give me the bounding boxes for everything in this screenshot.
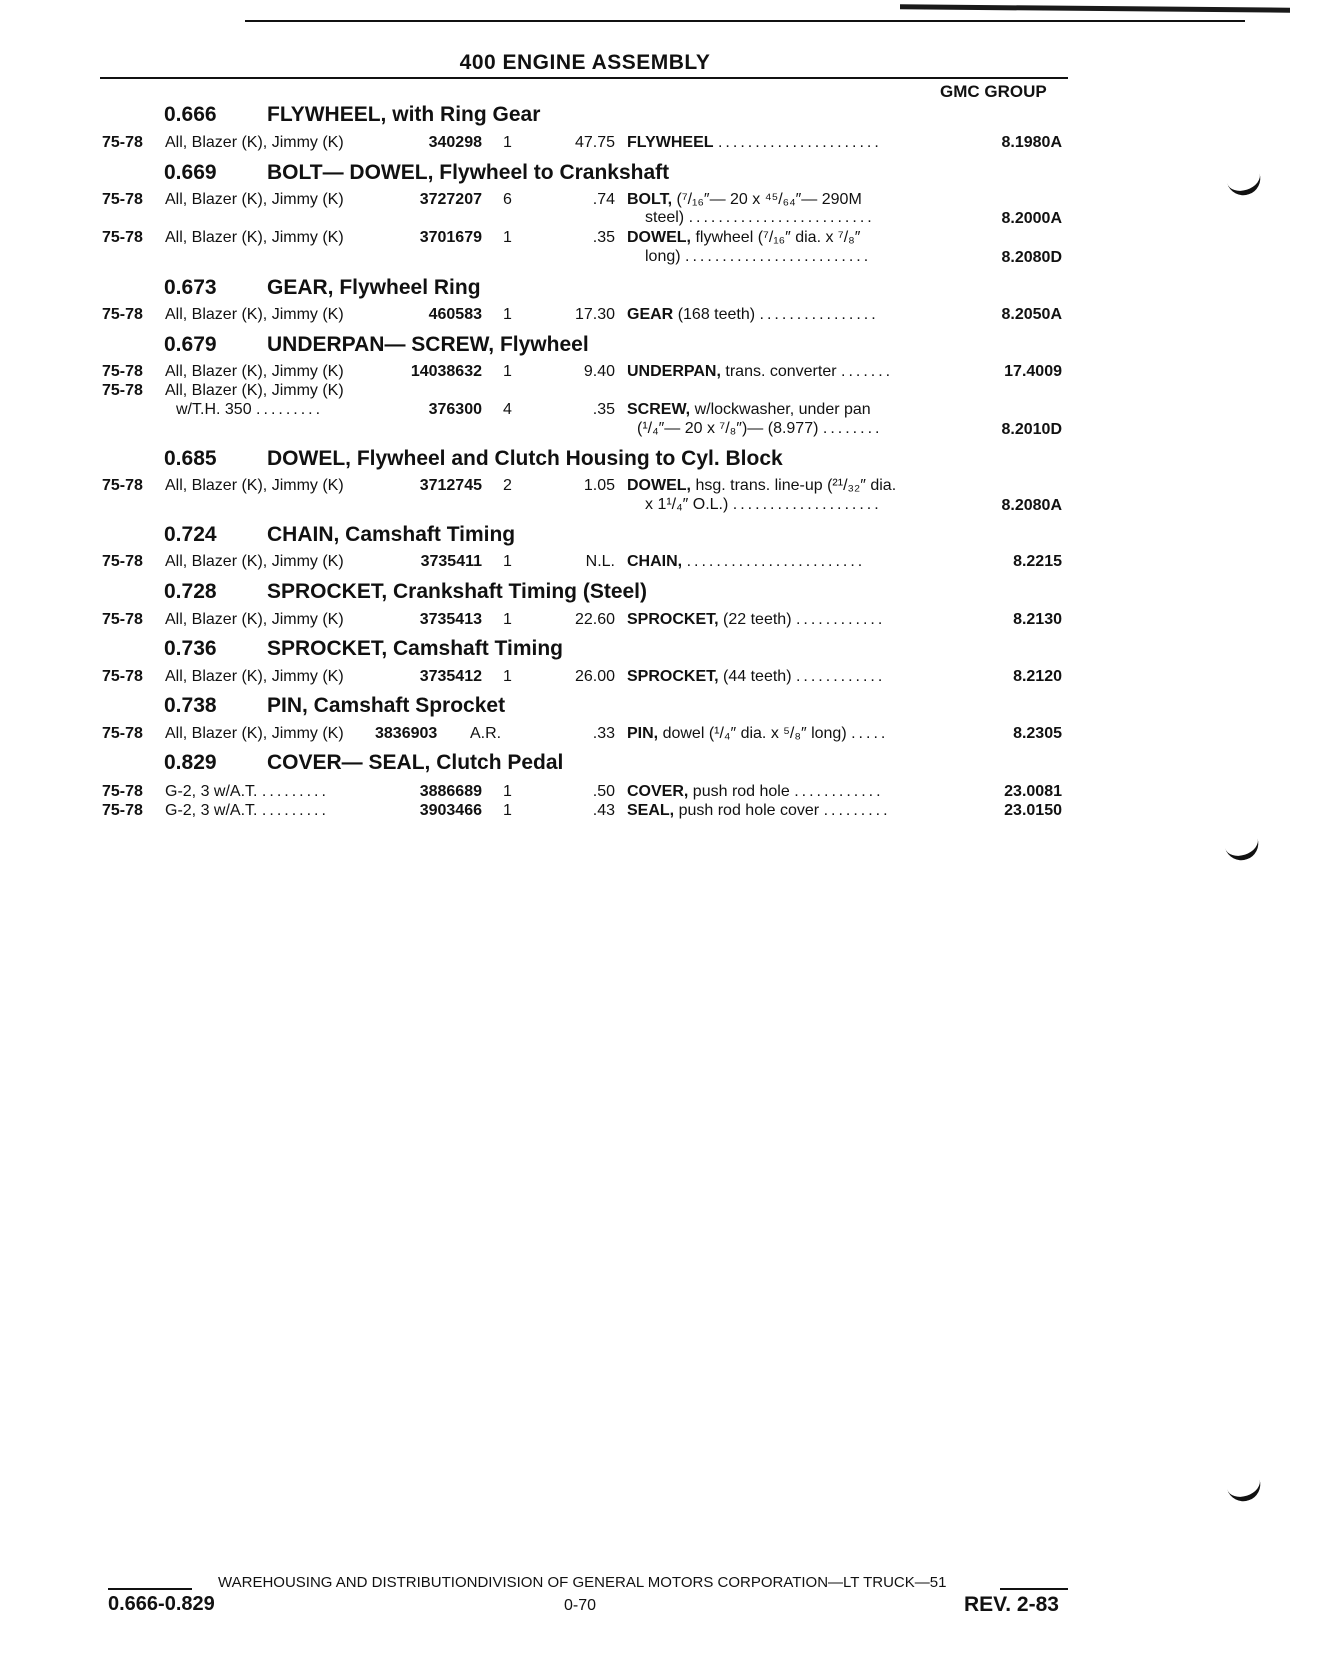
description xyxy=(627,553,865,571)
quantity: 1 xyxy=(503,783,512,800)
section-title: FLYWHEEL, with Ring Gear xyxy=(267,103,541,126)
part-name: CHAIN, xyxy=(627,553,683,570)
part-number: 3735412 xyxy=(419,668,482,685)
part-number: 3886689 xyxy=(419,783,482,800)
check-mark-icon xyxy=(1225,167,1264,199)
top-edge-band xyxy=(900,4,1290,12)
quantity: 1 xyxy=(503,553,512,570)
description xyxy=(627,783,884,801)
section-number: 0.673 xyxy=(164,276,217,299)
quantity: 1 xyxy=(503,306,512,323)
application-text: w/T.H. 350 xyxy=(176,401,252,418)
footer-rule-left xyxy=(108,1588,192,1590)
part-name: SPROCKET, xyxy=(627,611,719,628)
section-title: CHAIN, Camshaft Timing xyxy=(267,523,516,546)
leader-dots: ......... xyxy=(823,802,891,819)
year-range: 75-78 xyxy=(102,306,143,323)
title-rule xyxy=(100,77,1068,79)
part-name: SEAL, xyxy=(627,802,675,819)
section-heading xyxy=(164,103,540,127)
group-number: 8.2080D xyxy=(1001,249,1062,266)
year-range: 75-78 xyxy=(102,725,143,742)
group-number: 8.2080A xyxy=(1001,497,1062,514)
part-name: GEAR xyxy=(627,306,674,323)
leader-dots: ................ xyxy=(759,306,879,323)
description-text: flywheel (⁷/₁₆″ dia. x ⁷/₈″ xyxy=(695,229,861,246)
leader-dots: ........ xyxy=(822,420,883,437)
price: 9.40 xyxy=(583,363,615,380)
section-heading xyxy=(164,276,481,300)
group-number: 8.2050A xyxy=(1001,306,1062,323)
year-range: 75-78 xyxy=(102,553,143,570)
leader-dots: ......... xyxy=(261,783,329,800)
quantity: 1 xyxy=(503,668,512,685)
description-text: (¹/₄″— 20 x ⁷/₈″)— (8.977) xyxy=(637,420,819,437)
description xyxy=(627,802,891,820)
price: .33 xyxy=(592,725,615,742)
description-text: w/lockwasher, under pan xyxy=(694,401,871,418)
section-heading xyxy=(164,580,647,604)
description xyxy=(627,306,879,324)
year-range: 75-78 xyxy=(102,783,143,800)
description xyxy=(627,229,860,247)
group-number: 23.0081 xyxy=(1004,783,1062,800)
application: All, Blazer (K), Jimmy (K) xyxy=(165,477,344,494)
part-name: SPROCKET, xyxy=(627,668,719,685)
price: .35 xyxy=(592,229,615,246)
application: All, Blazer (K), Jimmy (K) xyxy=(165,134,344,151)
check-mark-icon xyxy=(1223,832,1262,864)
description-text: long) xyxy=(645,248,681,265)
part-name: BOLT, xyxy=(627,191,673,208)
section-title: COVER— SEAL, Clutch Pedal xyxy=(267,751,564,774)
application: All, Blazer (K), Jimmy (K) xyxy=(165,553,344,570)
description xyxy=(627,191,862,209)
application: All, Blazer (K), Jimmy (K) xyxy=(165,363,344,380)
part-name: FLYWHEEL xyxy=(627,134,714,151)
section-number: 0.738 xyxy=(164,694,217,717)
quantity: 1 xyxy=(503,363,512,380)
price: N.L. xyxy=(585,553,615,570)
description xyxy=(627,611,885,629)
description-continued xyxy=(645,248,871,266)
leader-dots: ............ xyxy=(794,783,884,800)
section-heading xyxy=(164,333,589,357)
price: 22.60 xyxy=(574,611,615,628)
price: .50 xyxy=(592,783,615,800)
price: 1.05 xyxy=(583,477,615,494)
part-number: 3903466 xyxy=(419,802,482,819)
part-number: 3836903 xyxy=(375,725,438,742)
part-number: 14038632 xyxy=(410,363,482,380)
description-text: (⁷/₁₆″— 20 x ⁴⁵/₆₄″— 290M xyxy=(676,191,862,208)
application: All, Blazer (K), Jimmy (K) xyxy=(165,382,344,399)
description xyxy=(627,725,888,743)
description-text: trans. converter xyxy=(725,363,837,380)
group-number: 23.0150 xyxy=(1004,802,1062,819)
leader-dots: ..... xyxy=(851,725,889,742)
description xyxy=(627,401,871,419)
year-range: 75-78 xyxy=(102,611,143,628)
description xyxy=(627,477,896,495)
application: All, Blazer (K), Jimmy (K) xyxy=(165,306,344,323)
price: 17.30 xyxy=(574,306,615,323)
group-number: 8.2000A xyxy=(1001,210,1062,227)
application-text: G-2, 3 w/A.T. xyxy=(165,783,258,800)
section-heading xyxy=(164,523,515,547)
description-text: dowel (¹/₄″ dia. x ⁵/₈″ long) xyxy=(662,725,847,742)
section-number: 0.679 xyxy=(164,333,217,356)
section-title: PIN, Camshaft Sprocket xyxy=(267,694,506,717)
part-number: 460583 xyxy=(428,306,482,323)
description-continued xyxy=(645,496,882,514)
group-column-header: GMC GROUP xyxy=(940,82,1047,101)
part-number: 340298 xyxy=(428,134,482,151)
application: All, Blazer (K), Jimmy (K) xyxy=(165,191,344,208)
application xyxy=(165,783,329,801)
quantity: 6 xyxy=(503,191,512,208)
section-title: SPROCKET, Crankshaft Timing (Steel) xyxy=(267,580,648,603)
section-number: 0.728 xyxy=(164,580,217,603)
leader-dots: ...................... xyxy=(717,134,882,151)
part-name: DOWEL, xyxy=(627,229,691,246)
description-text: steel) xyxy=(645,209,685,226)
part-number: 3727207 xyxy=(419,191,482,208)
section-number: 0.724 xyxy=(164,523,217,546)
part-name: SCREW, xyxy=(627,401,691,418)
application: All, Blazer (K), Jimmy (K) xyxy=(165,611,344,628)
description-text: (168 teeth) xyxy=(677,306,756,323)
section-number: 0.736 xyxy=(164,637,217,660)
part-name: COVER, xyxy=(627,783,689,800)
leader-dots: ......................... xyxy=(685,248,872,265)
price: .43 xyxy=(592,802,615,819)
leader-dots: ......................... xyxy=(688,209,875,226)
description-text: x 1¹/₄″ O.L.) xyxy=(645,496,729,513)
check-mark-icon xyxy=(1225,1473,1264,1505)
leader-dots: .................... xyxy=(732,496,882,513)
description xyxy=(627,668,885,686)
leader-dots: ............ xyxy=(795,611,886,628)
group-number: 17.4009 xyxy=(1004,363,1062,380)
leader-dots: ......... xyxy=(261,802,329,819)
description-text: hsg. trans. line-up (²¹/₃₂″ dia. xyxy=(695,477,897,494)
price: 47.75 xyxy=(574,134,615,151)
section-title: DOWEL, Flywheel and Clutch Housing to Cyl. Block xyxy=(267,447,783,470)
section-number: 0.685 xyxy=(164,447,217,470)
section-number: 0.666 xyxy=(164,103,217,126)
top-rule xyxy=(245,20,1245,22)
part-name: DOWEL, xyxy=(627,477,691,494)
section-title: UNDERPAN— SCREW, Flywheel xyxy=(267,333,589,356)
part-number: 3735413 xyxy=(419,611,482,628)
year-range: 75-78 xyxy=(102,802,143,819)
quantity: 1 xyxy=(503,611,512,628)
quantity: A.R. xyxy=(470,725,502,742)
section-heading xyxy=(164,161,669,185)
group-number: 8.2120 xyxy=(1013,668,1062,685)
application xyxy=(165,802,329,820)
leader-dots: ......... xyxy=(256,401,324,418)
section-heading xyxy=(164,751,563,775)
description-continued xyxy=(637,420,882,438)
section-heading xyxy=(164,637,563,661)
year-range: 75-78 xyxy=(102,382,143,399)
description-text: push rod hole xyxy=(692,783,790,800)
group-number: 8.1980A xyxy=(1001,134,1062,151)
quantity: 1 xyxy=(503,802,512,819)
section-heading xyxy=(164,447,783,471)
application: All, Blazer (K), Jimmy (K) xyxy=(165,725,344,742)
description-text: (44 teeth) xyxy=(723,668,792,685)
quantity: 2 xyxy=(503,477,512,494)
description-text: push rod hole cover xyxy=(678,802,820,819)
group-number: 8.2010D xyxy=(1001,421,1062,438)
description-text: (22 teeth) xyxy=(723,611,792,628)
leader-dots: ............ xyxy=(795,668,886,685)
year-range: 75-78 xyxy=(102,363,143,380)
application: All, Blazer (K), Jimmy (K) xyxy=(165,229,344,246)
part-number: 3701679 xyxy=(419,229,482,246)
leader-dots: ........................ xyxy=(686,553,866,570)
year-range: 75-78 xyxy=(102,229,143,246)
page-title: 400 ENGINE ASSEMBLY xyxy=(459,51,711,74)
section-number: 0.829 xyxy=(164,751,217,774)
section-title: BOLT— DOWEL, Flywheel to Crankshaft xyxy=(267,161,670,184)
footer-rule-right xyxy=(1000,1588,1068,1590)
price: 26.00 xyxy=(574,668,615,685)
section-title: SPROCKET, Camshaft Timing xyxy=(267,637,563,660)
quantity: 4 xyxy=(503,401,512,418)
page-number: 0-70 xyxy=(564,1597,597,1614)
section-heading xyxy=(164,694,505,718)
application-continued xyxy=(176,401,323,419)
year-range: 75-78 xyxy=(102,134,143,151)
group-number: 8.2215 xyxy=(1013,553,1062,570)
application: All, Blazer (K), Jimmy (K) xyxy=(165,668,344,685)
group-number: 8.2130 xyxy=(1013,611,1062,628)
year-range: 75-78 xyxy=(102,191,143,208)
part-name: PIN, xyxy=(627,725,659,742)
price: .35 xyxy=(592,401,615,418)
description-continued xyxy=(645,209,875,227)
part-number: 3712745 xyxy=(419,477,482,494)
description xyxy=(627,134,882,152)
part-name: UNDERPAN, xyxy=(627,363,721,380)
year-range: 75-78 xyxy=(102,477,143,494)
application-text: G-2, 3 w/A.T. xyxy=(165,802,258,819)
section-number: 0.669 xyxy=(164,161,217,184)
price: .74 xyxy=(592,191,615,208)
quantity: 1 xyxy=(503,229,512,246)
section-title: GEAR, Flywheel Ring xyxy=(267,276,481,299)
description xyxy=(627,363,893,381)
part-number: 3735411 xyxy=(420,553,482,570)
footer-range: 0.666-0.829 xyxy=(108,1593,215,1615)
footer-publisher: WAREHOUSING AND DISTRIBUTIONDIVISION OF GENERAL MOTORS CORPORATION—LT TRUCK—51 xyxy=(218,1574,947,1591)
group-number: 8.2305 xyxy=(1013,725,1062,742)
leader-dots: ....... xyxy=(841,363,894,380)
year-range: 75-78 xyxy=(102,668,143,685)
quantity: 1 xyxy=(503,134,512,151)
revision-date: REV. 2-83 xyxy=(964,1593,1059,1616)
part-number: 376300 xyxy=(428,401,482,418)
